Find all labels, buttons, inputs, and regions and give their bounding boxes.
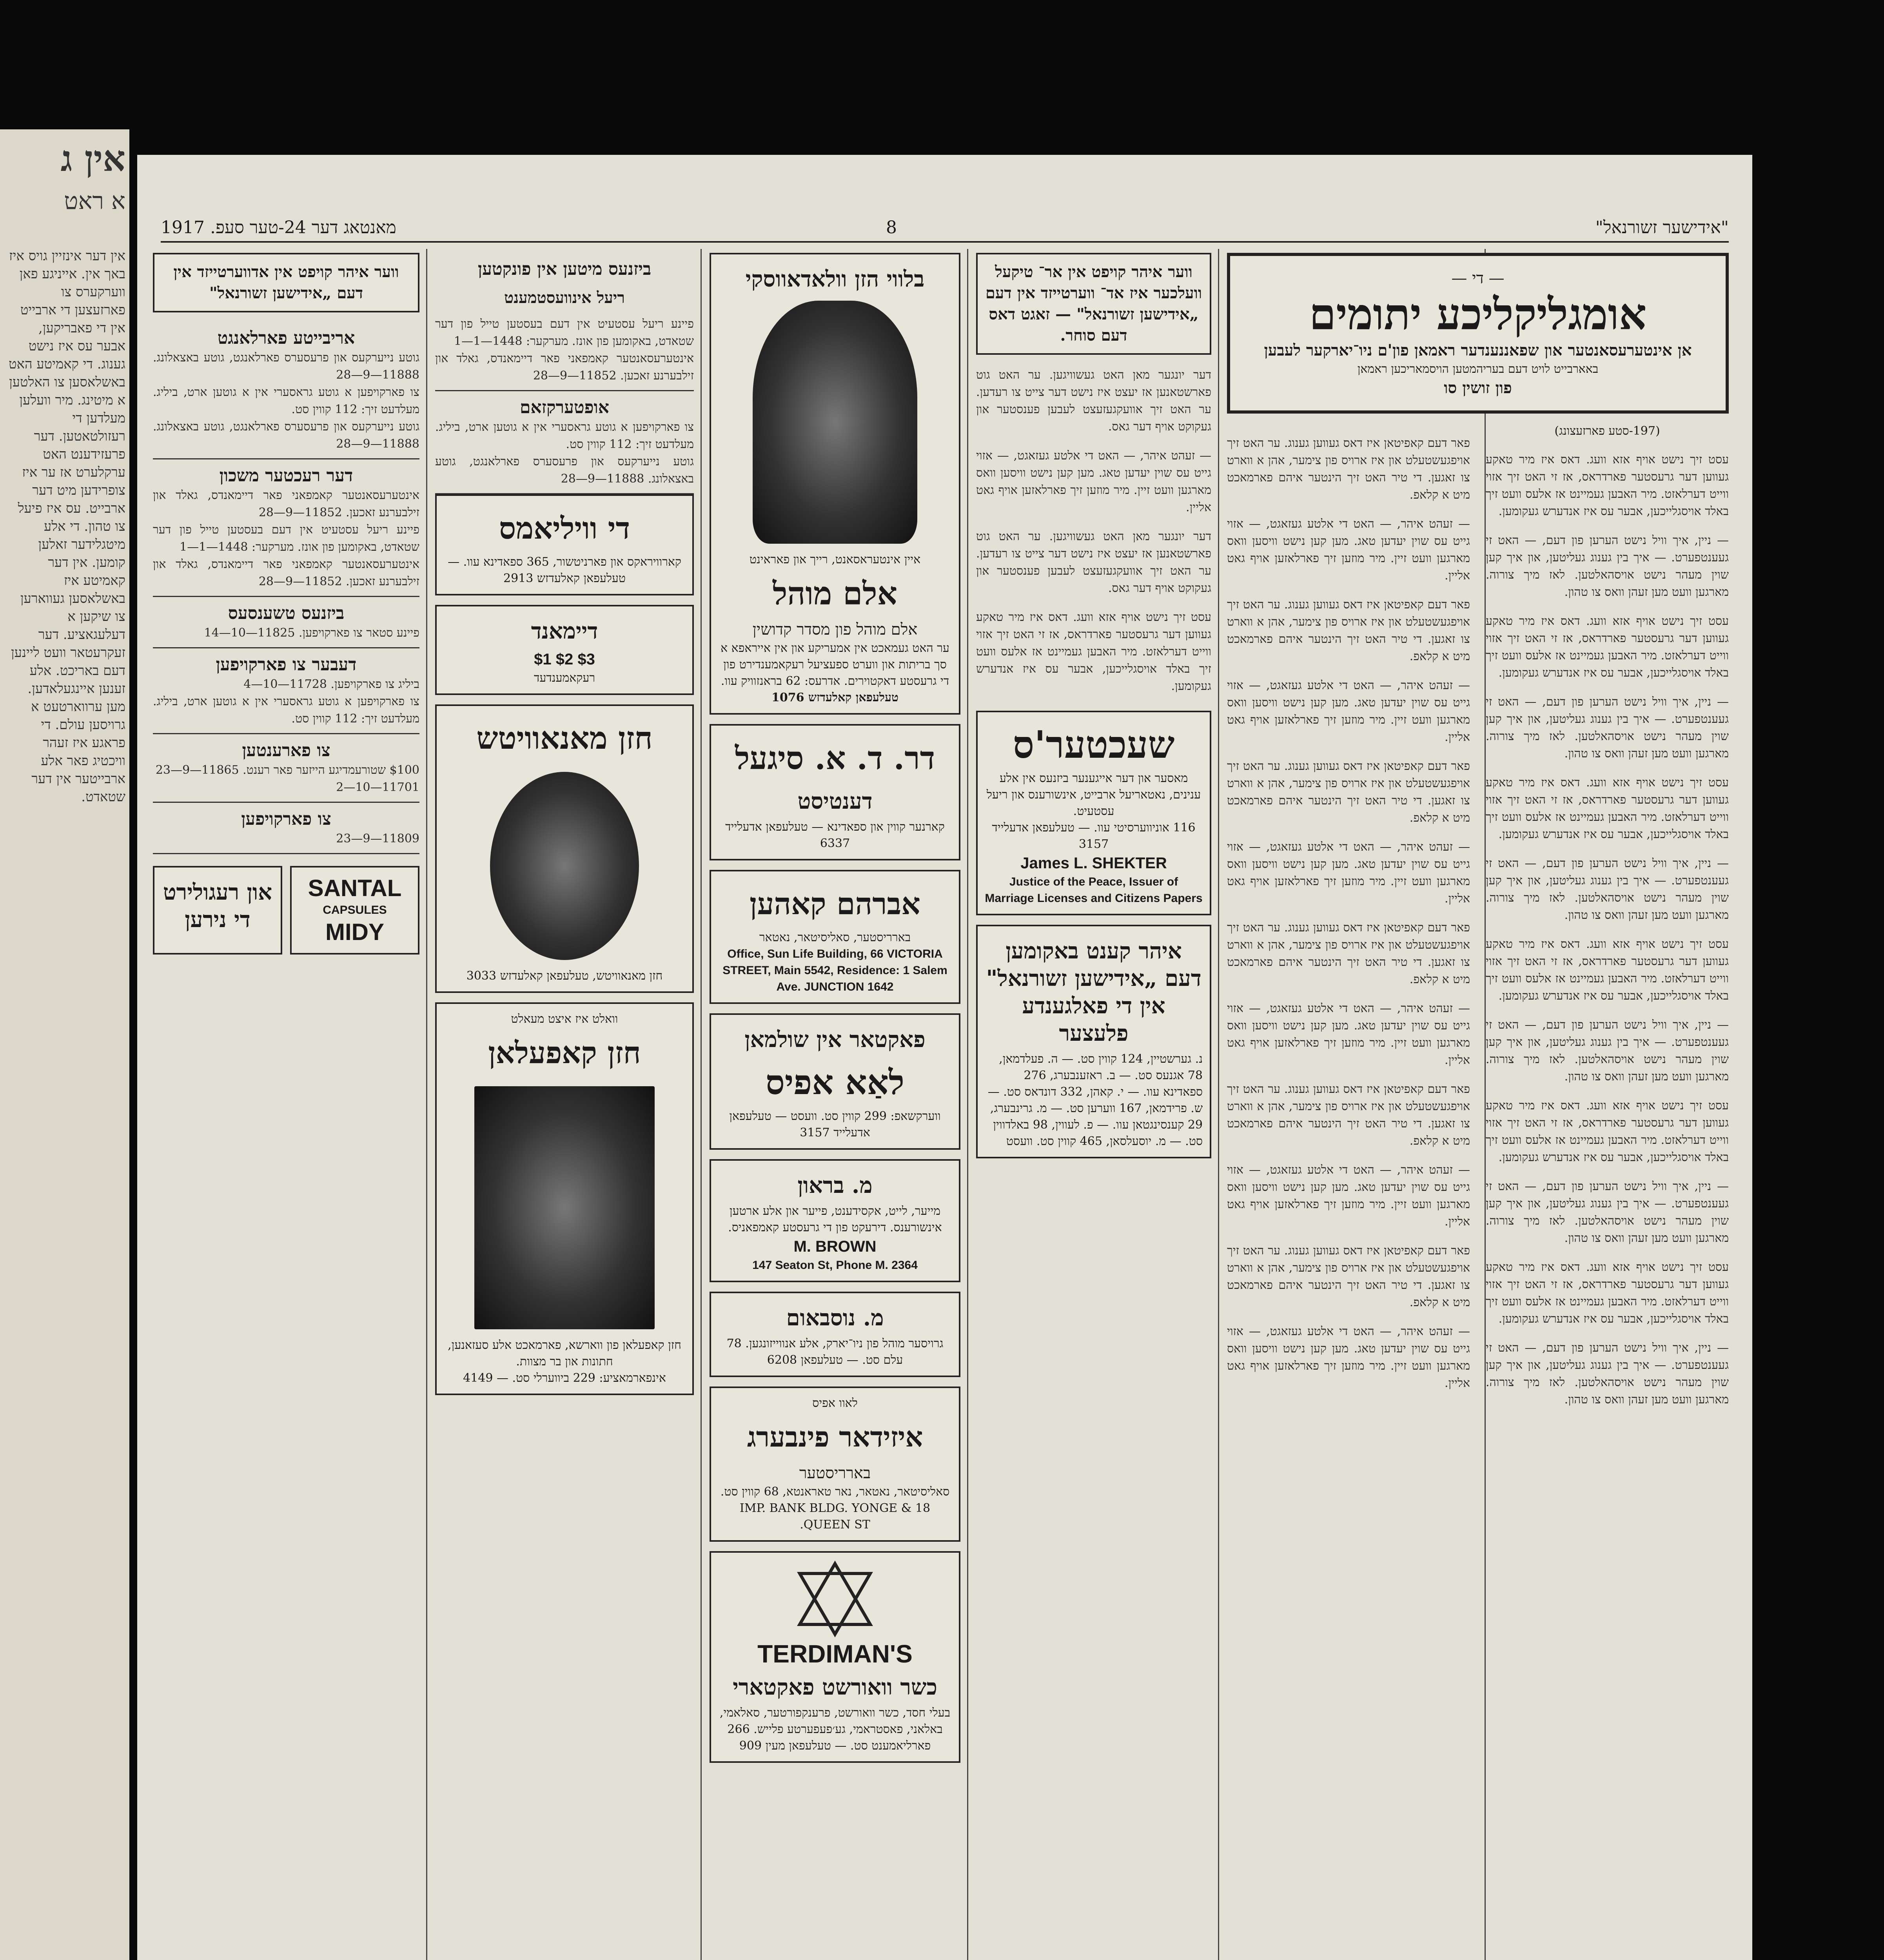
story-paragraph: עסט זיך נישט אויף אזא וועג. דאס איז מיר טאקע געווען דער גרעסטער פארדראס, אז זי האט זיך אזוי ווייט דערלאזט. מיר האבען געמיינט אז אלעס וועט זיך באלד אויסגלייכען, אבער עס איז אנדערש געקומען. (1486, 937, 1729, 1003)
santal-midy: MIDY (325, 919, 384, 945)
classified-title: דעבער צו פארקויפען (216, 655, 357, 675)
story-paragraph: — זעהט איהר, — האט די אלטע געזאגט, — אזוי גייט עס שוין יעדען טאג. מען קען נישט וויסען וואס מארגען וועט זיין. מיר מוזען זיך פארלאזען אויף גאט אליין. (976, 449, 1211, 514)
strip-text: אין דער אינזיין גויס איז באך אין. אייניגע פאן ווערקערס צו פארזעצען די ארבייט אין די פאבריקען, אבער עס איז נישט גענוג. די קאמיטע האט באשלאסען צו האלטען א מיטינג. מיר וועלען מעלדען די רעזולטאטען. דער פרעזידענט האט ערקלערט אז ער איז צופרידען מיט דער ארבייט. עס איז פיעל צו טהון. די אלע מיטגלידער זאלען קומען. אין דער קאמיטע איז באשלאסען געווארען צו שיקען א דעלעגאציע. דער זעקרעטאר וועט ליינען דעם באריכט. אלע זענען איינגעלאדען. מען ערווארטעט א גרויסען עולם. די פראגע איז זעהר וויכטיג פאר אלע ארבייטער אין דער שטאדט. (9, 248, 125, 805)
classified-title: ביזנעס טשענסעס (228, 603, 345, 623)
classified-section (153, 597, 419, 648)
journal-locations-title: איהר קענט באקומען דעם „אידישען זשורנאל" אין די פאלגענדע פלעצער (986, 938, 1202, 1046)
mohel-text: ער האט געמאכט אין אמעריקע און אין אייראפא א סך בריתות און ווערט ספעציעל רעקאמענדירט פון די גרעסטע דאקטוירים. אדרעס: 62 בראנזוויק עוו. (721, 641, 949, 688)
cantor-caption: חזן מאנאוויטש, טעלעפאן קאלעדזש 3033 (466, 969, 663, 983)
classified-text: פיינע ריעל עסטעיט אין דעם בעסטען טייל פון דער שטאדט, באקומען פון אונז. מערקער: 1448—1—1 (153, 523, 419, 554)
finberg-name: איזידאר פינבערג (747, 1421, 923, 1453)
column-rule (967, 249, 968, 1960)
dentist-ad (710, 724, 960, 860)
mohel2-ad (710, 1292, 960, 1377)
story-paragraph: פאר דעם קאפיטאן איז דאס געווען גענוג. ער האט זיך אויפגעשטעלט און איז ארויס פון צימער, אהן א ווארט צו זאגען. די טיר האט זיך הינטער איהם פארמאכט מיט א קלאפ. (1227, 921, 1470, 986)
cohen-name: אברהם קאהען (750, 886, 920, 921)
williams-ad (435, 494, 694, 595)
business-item-text: אינטערעסאנטער קאמפאני פאר דיימאנדס, גאלד און זילבערנע זאכען. 11852—9—28 (435, 352, 694, 383)
story-paragraph: פאר דעם קאפיטאן איז דאס געווען גענוג. ער האט זיך אויפגעשטעלט און איז ארויס פון צימער, אהן א ווארט צו זאגען. די טיר האט זיך הינטער איהם פארמאכט מיט א קלאפ. (1227, 598, 1470, 663)
shechter-ad (976, 711, 1211, 915)
brown-text: מייער, לייט, אקסידענט, פייער און אלע ארטען אינשורענס. דירעקט פון די גרעסטע קאמפאניס. (728, 1204, 942, 1234)
packer-ad (710, 1013, 960, 1150)
kidney-ad (153, 866, 282, 955)
terdiman-title: TERDIMAN'S (757, 1640, 913, 1668)
diamond-prices: $1 $2 $3 (534, 651, 595, 668)
brown-name-en: M. BROWN (793, 1238, 877, 1255)
journal-locations-list: נ. גערשטיין, 124 קווין סט. — ה. פעלדמאן, 78 אגנעס סט. — ב. ראזענבערג, 276 ספאדינא עוו. — י. קאהן, 332 דונדאס סט. — ש. פרידמאן, 167 ווערען סט. — מ. גרינבערג, 29 קענסינגטאן עוו. — פ. לעווין, 98 באלדווין סט. — מ. יוסעלסאן, 465 קווין סט. וועסט (987, 1052, 1203, 1148)
business-item-text: פיינע ריעל עסטעיט אין דעם בעסטען טייל פון דער שטאדט, באקומען פון אונז. מערקער: 1448—1—1 (435, 317, 694, 348)
kapelan-portrait (474, 1086, 655, 1329)
story-paragraph: עסט זיך נישט אויף אזא וועג. דאס איז מיר טאקע געווען דער גרעסטער פארדראס, אז זי האט זיך אזוי ווייט דערלאזט. מיר האבען געמיינט אז אלעס וועט זיך באלד אויסגלייכען, אבער עס איז אנדערש געקומען. (976, 610, 1211, 693)
classified-text: אינטערעסאנטער קאמפאני פאר דיימאנדס, גאלד און זילבערנע זאכען. 11852—9—28 (153, 488, 419, 519)
story-body (1227, 423, 1729, 1420)
classified-text: גוטע נייערקעס און פרעסערס פארלאנגט, גוטע באצאלונג. 11888—9—28 (153, 351, 419, 382)
story-title: אומגליקליכע יתומים (1309, 289, 1647, 339)
story-paragraph: — ניין, איך וויל נישט הערען פון דעם, — האט זי געענטפערט. — איך בין גענוג געליטען, און איך קען שוין מעהר נישט אויסהאלטען. לאז מיך צורוה. מארגען וועט מען זעהן וואס צו טהון. (1486, 1018, 1729, 1083)
williams-title: די וויליאמס (499, 511, 630, 546)
story-paragraph: — זעהט איהר, — האט די אלטע געזאגט, — אזוי גייט עס שוין יעדען טאג. מען קען נישט וויסען וואס מארגען וועט זיין. מיר מוזען זיך פארלאזען אויף גאט אליין. (1227, 1002, 1470, 1067)
classified-text: אינטערעסאנטער קאמפאני פאר דיימאנדס, גאלד און זילבערנע זאכען. 11852—9—28 (153, 557, 419, 588)
story-paragraph: דער יונגער מאן האט געשוויגען. ער האט גוט פארשטאנען אז יעצט איז נישט דער צייט צו רעדען. ער האט זיך אוועקגעזעצט לעבען פענסטער און געקוקט אויף דער גאס. (976, 530, 1211, 595)
column-rule (1218, 249, 1219, 1960)
shechter-name-en: James L. SHEKTER (1020, 855, 1167, 872)
story-paragraph: — ניין, איך וויל נישט הערען פון דעם, — האט זי געענטפערט. — איך בין גענוג געליטען, און איך קען שוין מעהר נישט אויסהאלטען. לאז מיך צורוה. מארגען וועט מען זעהן וואס צו טהון. (1486, 1341, 1729, 1406)
classified-text: 11701—10—2 (336, 780, 419, 794)
story-paragraph: — ניין, איך וויל נישט הערען פון דעם, — האט זי געענטפערט. — איך בין גענוג געליטען, און איך קען שוין מעהר נישט אויסהאלטען. לאז מיך צורוה. מארגען וועט מען זעהן וואס צו טהון. (1486, 534, 1729, 599)
page-number: 8 (886, 218, 897, 238)
column-rule (701, 249, 702, 1960)
brown-title: מ. בראון (797, 1172, 873, 1198)
dentist-address: קארנער קווין און ספאדינא — טעלעפאן אדעלייד 6337 (725, 820, 945, 850)
terdiman-ad (710, 1551, 960, 1763)
column-2 (435, 253, 694, 1960)
classified-text: 11809—9—23 (336, 832, 419, 846)
business-section (435, 253, 694, 391)
notice-text: ווער איהר קויפט אין אדווערטייזד אין דעם „אידישען זשורנאל" (173, 263, 399, 302)
story-byline-note: באארבייט לויט דעם בעריהמטען הויסמאריכען ראמאן (1357, 362, 1599, 376)
story-title-box (1227, 253, 1729, 414)
masthead-title: "אידישער זשורנאל" (1595, 218, 1729, 238)
story-paragraph: — ניין, איך וויל נישט הערען פון דעם, — האט זי געענטפערט. — איך בין גענוג געליטען, און איך קען שוין מעהר נישט אויסהאלטען. לאז מיך צורוה. מארגען וועט מען זעהן וואס צו טהון. (1486, 857, 1729, 922)
story-paragraph: פאר דעם קאפיטאן איז דאס געווען גענוג. ער האט זיך אויפגעשטעלט און איז ארויס פון צימער, אהן א ווארט צו זאגען. די טיר האט זיך הינטער איהם פארמאכט מיט א קלאפ. (1227, 1244, 1470, 1309)
brown-address-en: 147 Seaton St, Phone M. 2364 (752, 1259, 918, 1272)
column-1 (153, 253, 419, 1960)
adjacent-page-strip (0, 129, 129, 1960)
kapelan-text: חזן קאפעלאן פון ווארשא, פארמאכט אלע סעזאנען, חתונות און בר מצוות. (448, 1338, 681, 1368)
business-item-text: צו פארקויפען א גוטע גראסערי אין א גוטען ארט, ביליג. מעלדעט זיך: 112 קווין סט. (435, 420, 694, 451)
finberg-ad (710, 1387, 960, 1542)
williams-text: קארוויראקס און פארניטשור, 365 ספאדינא עוו. — טעלעפאן קאלעדזש 2913 (448, 555, 681, 585)
classified-text: צו פארקויפען א גוטע גראסערי אין א גוטען ארט, ביליג. מעלדעט זיך: 112 קווין סט. (153, 385, 419, 416)
shechter-title-en: Justice of the Peace, Issuer of Marriage Licenses and Citizens Papers (985, 875, 1203, 905)
vladavski-ad (710, 253, 960, 715)
kidney-text: און רעגולירט די נירען (163, 879, 272, 933)
classified-section (153, 322, 419, 459)
story-column (1227, 253, 1729, 1420)
finberg-title: בארריסטער (799, 1464, 871, 1482)
page-date: מאנטאג דער 24-טער סעפ. 1917 (161, 218, 396, 238)
classified-section (153, 459, 419, 597)
classified-section (153, 648, 419, 734)
kapelan-title: חזן קאפעלאן (488, 1035, 641, 1070)
classified-text: צו פארקויפען א גוטע גראסערי אין א גוטען ארט, ביליג. מעלדעט זיך: 112 קווין סט. (153, 695, 419, 726)
shechter-address: 116 אוניווערסיטי עוו. — טעלעפאן אדעלייד 3157 (992, 821, 1196, 851)
shechter-title: שעכטער'ס (1013, 722, 1175, 767)
story-installment: (197-סטע פארזעצונג) (1554, 424, 1660, 438)
cohen-title: בארריסטער, סאליסיטאר, נאטאר (759, 931, 911, 944)
story-subtitle: אן אינטערעסאנטער און שפאננענדער ראמאן פון'ם ניו־יארקער לעבען (1264, 341, 1692, 359)
packer-title: פאקטאר אין שולמאן (744, 1027, 926, 1053)
classified-title: צו פארקויפען (241, 809, 331, 829)
bottom-ads (153, 866, 419, 964)
diamond-title: דיימאנד (531, 618, 598, 644)
santal-ad (290, 866, 419, 955)
cantor-portrait (490, 772, 639, 960)
classified-text: פיינע סטאר צו פארקויפען. 11825—10—14 (204, 626, 419, 640)
business-title: אופטערקזאם (519, 397, 610, 417)
story-paragraph: — זעהט איהר, — האט די אלטע געזאגט, — אזוי גייט עס שוין יעדען טאג. מען קען נישט וויסען וואס מארגען וועט זיין. מיר מוזען זיך פארלאזען אויף גאט אליין. (1227, 1163, 1470, 1229)
story-paragraph: — זעהט איהר, — האט די אלטע געזאגט, — אזוי גייט עס שוין יעדען טאג. מען קען נישט וויסען וואס מארגען וועט זיין. מיר מוזען זיך פארלאזען אויף גאט אליין. (1227, 679, 1470, 744)
classified-section (153, 734, 419, 803)
cohen-ad (710, 870, 960, 1004)
newspaper-page (137, 155, 1752, 1960)
story-paragraph: פאר דעם קאפיטאן איז דאס געווען גענוג. ער האט זיך אויפגעשטעלט און איז ארויס פון צימער, אהן א ווארט צו זאגען. די טיר האט זיך הינטער איהם פארמאכט מיט א קלאפ. (1227, 436, 1470, 502)
mohel-phone: טעלעפאן קאלעדזש 1076 (771, 691, 899, 704)
notice-box (976, 253, 1211, 355)
finberg-kicker: לאוו אפיס (812, 1396, 858, 1410)
cohen-address-en: Office, Sun Life Building, 66 VICTORIA STREET, Main 5542, Residence: 1 Salem Ave. JUNCTION 1642 (722, 947, 947, 993)
strip-subhead: א ראט (64, 187, 125, 215)
cantor-ad (435, 704, 694, 993)
terdiman-sub: כשר וואורשט פאקטארי (733, 1674, 937, 1700)
dentist-title: דענטיסט (797, 788, 873, 814)
classified-section (153, 803, 419, 854)
portrait-image (753, 301, 917, 544)
notice-box (153, 253, 419, 312)
classified-title: אריבייטע פארלאנגט (217, 328, 355, 348)
story-paragraph: עסט זיך נישט אויף אזא וועג. דאס איז מיר טאקע געווען דער גרעסטער פארדראס, אז זי האט זיך אזוי ווייט דערלאזט. מיר האבען געמיינט אז אלעס וועט זיך באלד אויסגלייכען, אבער עס איז אנדערש געקומען. (1486, 1099, 1729, 1164)
story-paragraph: — ניין, איך וויל נישט הערען פון דעם, — האט זי געענטפערט. — איך בין גענוג געליטען, און איך קען שוין מעהר נישט אויסהאלטען. לאז מיך צורוה. מארגען וועט מען זעהן וואס צו טהון. (1486, 1180, 1729, 1245)
classified-text: $100 שטורעמדיגע הייזער פאר רענט. 11865—9—23 (155, 763, 419, 777)
santal-sub: CAPSULES (323, 904, 387, 916)
story-paragraph: — זעהט איהר, — האט די אלטע געזאגט, — אזוי גייט עס שוין יעדען טאג. מען קען נישט וויסען וואס מארגען וועט זיין. מיר מוזען זיך פארלאזען אויף גאט אליין. (1227, 517, 1470, 583)
column-4 (976, 253, 1211, 1960)
story-paragraph: עסט זיך נישט אויף אזא וועג. דאס איז מיר טאקע געווען דער גרעסטער פארדראס, אז זי האט זיך אזוי ווייט דערלאזט. מיר האבען געמיינט אז אלעס וועט זיך באלד אויסגלייכען, אבער עס איז אנדערש געקומען. (1486, 453, 1729, 518)
mohel-title: אלם מוהל (773, 575, 897, 612)
story-col-left (1227, 423, 1470, 1420)
kapelan-phone: אינפארמאציע: 229 ביווערלי סט. — 4149 (463, 1371, 666, 1385)
finberg-text: סאליסיטאר, נאטאר, נאר טאראנטא, 68 קווין סט. 18 IMP. BANK BLDG. YONGE & QUEEN ST. (720, 1485, 950, 1532)
mohel2-title: מ. נוסבאום (786, 1305, 884, 1331)
dentist-name: דר. ד. א. סיגעל (735, 740, 935, 777)
vladavski-title: בלווי הזן וולאדאווסקי (745, 266, 925, 292)
column-3 (710, 253, 960, 1960)
packer-big: לאַא אפיס (765, 1063, 905, 1102)
star-of-david-icon (764, 1560, 906, 1638)
business-title: ביזנעס מיטען אין פונקטען (477, 259, 652, 279)
story-paragraph: עסט זיך נישט אויף אזא וועג. דאס איז מיר טאקע געווען דער גרעסטער פארדראס, אז זי האט זיך אזוי ווייט דערלאזט. מיר האבען געמיינט אז אלעס וועט זיך באלד אויסגלייכען, אבער עס איז אנדערש געקומען. (1486, 1260, 1729, 1326)
business-item-title: ריעל אינוועסטמענט (504, 289, 625, 307)
diamond-ad (435, 605, 694, 695)
story-paragraph: — ניין, איך וויל נישט הערען פון דעם, — האט זי געענטפערט. — איך בין גענוג געליטען, און איך קען שוין מעהר נישט אויסהאלטען. לאז מיך צורוה. מארגען וועט מען זעהן וואס צו טהון. (1486, 695, 1729, 760)
story-paragraph: עסט זיך נישט אויף אזא וועג. דאס איז מיר טאקע געווען דער גרעסטער פארדראס, אז זי האט זיך אזוי ווייט דערלאזט. מיר האבען געמיינט אז אלעס וועט זיך באלד אויסגלייכען, אבער עס איז אנדערש געקומען. (1486, 776, 1729, 841)
notice-text: ווער איהר קויפט אין אר־ טיקעל וועלכער איז אד־ ווערטייזד אין דעם „אידישען זשורנאל" — זאגט דאס דעם סוחר. (985, 263, 1202, 345)
cantor-title: חזן מאנאוויטש (476, 720, 653, 756)
story-paragraph: עסט זיך נישט אויף אזא וועג. דאס איז מיר טאקע געווען דער גרעסטער פארדראס, אז זי האט זיך אזוי ווייט דערלאזט. מיר האבען געמיינט אז אלעס וועט זיך באלד אויסגלייכען, אבער עס איז אנדערש געקומען. (1486, 614, 1729, 680)
column-rule (426, 249, 427, 1960)
story-paragraph: פאר דעם קאפיטאן איז דאס געווען גענוג. ער האט זיך אויפגעשטעלט און איז ארויס פון צימער, אהן א ווארט צו זאגען. די טיר האט זיך הינטער איהם פארמאכט מיט א קלאפ. (1227, 1082, 1470, 1148)
kapelan-head: וואלט איז איצט מעאלט (511, 1012, 618, 1026)
story-kicker: — די — (1451, 269, 1505, 287)
strip-headline: אין ג (60, 138, 125, 180)
packer-text: ווערקשאפ: 299 קווין סט. וועסט — טעלעפאן אדעלייד 3157 (729, 1109, 941, 1140)
story-col-right (1486, 423, 1729, 1420)
business-section (435, 391, 694, 494)
vladavski-caption: איין אינטעראסאנט, רייך און פאראינט (749, 553, 921, 566)
story-paragraph: דער יונגער מאן האט געשוויגען. ער האט גוט פארשטאנען אז יעצט איז נישט דער צייט צו רעדען. ער האט זיך אוועקגעזעצט לעבען פענסטער און געקוקט אויף דער גאס. (976, 368, 1211, 434)
classified-text: ביליג צו פארקויפען. 11728—10—4 (243, 677, 419, 691)
brown-ad (710, 1159, 960, 1282)
business-item-text: גוטע נייערקעס און פרעסערס פארלאנגט, גוטע באצאלונג. 11888—9—28 (435, 455, 694, 486)
story-paragraph: — זעהט איהר, — האט די אלטע געזאגט, — אזוי גייט עס שוין יעדען טאג. מען קען נישט וויסען וואס מארגען וועט זיין. מיר מוזען זיך פארלאזען אויף גאט אליין. (1227, 1325, 1470, 1390)
santal-title: SANTAL (308, 875, 402, 901)
shechter-sub: מאסער און דער אייגענער ביזנעס אין אלע ענינים, נאטאריעל ארבייט, אינשורענס און ריעל עסטעיט. (986, 771, 1201, 818)
story-author: פון זושין סו (1444, 379, 1512, 397)
mohel-sub: אלם מוהל פון מסדר קדושין (752, 621, 918, 639)
classified-text: גוטע נייערקעס און פרעסערס פארלאנגט, גוטע באצאלונג. 11888—9—28 (153, 420, 419, 451)
classified-title: צו פארענטען (242, 740, 330, 760)
journal-locations-ad (976, 925, 1211, 1158)
diamond-sub: רעקאמענדעד (534, 671, 595, 685)
terdiman-text: בעלי חסד, כשר וואורשט, פרענקפורטער, סאלאמי, באלאני, פאסטראמי, גע׳פעפערטע פלייש. 266 פארליאמענט סט. — טעלעפאן מעין 909 (719, 1706, 951, 1753)
classified-title: דער רעכטער משכון (219, 466, 353, 486)
story-paragraph: — זעהט איהר, — האט די אלטע געזאגט, — אזוי גייט עס שוין יעדען טאג. מען קען נישט וויסען וואס מארגען וועט זיין. מיר מוזען זיך פארלאזען אויף גאט אליין. (1227, 840, 1470, 906)
story-paragraph: פאר דעם קאפיטאן איז דאס געווען גענוג. ער האט זיך אויפגעשטעלט און איז ארויס פון צימער, אהן א ווארט צו זאגען. די טיר האט זיך הינטער איהם פארמאכט מיט א קלאפ. (1227, 759, 1470, 825)
page-header (161, 218, 1729, 243)
mohel2-text: גרויסער מוהל פון ניו־יארק, אלע אנווייזונגען. 78 עלם סט. — טעלעפאן 6208 (726, 1337, 944, 1367)
kapelan-ad (435, 1002, 694, 1395)
